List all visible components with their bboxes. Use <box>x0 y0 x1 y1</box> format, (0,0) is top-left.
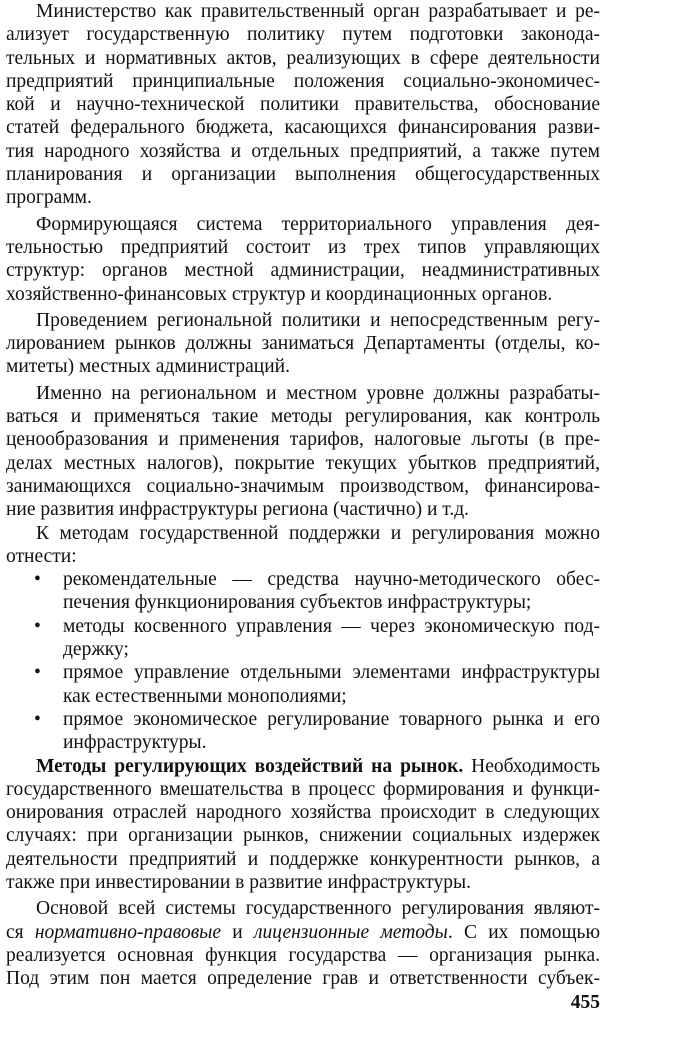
text-line: К методам государственной поддержки и регулирования можно <box>36 522 600 544</box>
text-line: Основой всей системы государственного регулирования являют- <box>36 898 600 920</box>
paragraph-ministry <box>6 0 600 210</box>
text-line: случаях: при организации рынков, снижении социальных издержек <box>6 825 600 847</box>
text-line: ценообразования и применения тарифов, налоговые льготы (в пре- <box>6 429 600 451</box>
paragraph-legal-methods <box>6 897 600 990</box>
text-line: ваться и применяться такие методы регулирования, как контроль <box>6 406 600 428</box>
text-line: занимающихся социально-значимым производством, финансирова- <box>6 475 600 497</box>
list-item-text: прямое управление отдельными элементами инфраструктуры <box>63 662 600 684</box>
text-line: статей федерального бюджета, касающихся финансирования разви- <box>6 117 600 139</box>
text-line: планирования и организации выполнения общегосударственных <box>6 164 600 186</box>
page-number: 455 <box>570 992 600 1013</box>
italic-term: лицензионные методы <box>253 921 448 943</box>
list-item-text: инфраструктуры. <box>63 732 207 754</box>
bullet-icon: • <box>34 662 41 684</box>
list-item <box>6 708 600 755</box>
methods-list <box>6 568 600 754</box>
text-line: ализует государственную политику путем подготовки законода- <box>6 24 600 46</box>
text-fragment: Необходимость <box>463 755 600 777</box>
paragraph-support-methods <box>6 522 600 569</box>
paragraph-departments <box>6 309 600 379</box>
text-line: деятельности предприятий и поддержке конкурентности рынков, а <box>6 848 600 870</box>
italic-term: нормативно-правовые <box>34 921 222 943</box>
paragraph-territorial-system <box>6 213 600 306</box>
list-item-text: печения функционирования субъектов инфраструктуры; <box>63 592 532 614</box>
text-line: ние развития инфраструктуры региона (частично) и т.д. <box>6 499 470 521</box>
list-item-text: рекомендательные — средства научно-методического обес- <box>63 569 600 591</box>
text-line: тия народного хозяйства и отдельных предприятий, а также путем <box>6 140 600 162</box>
text-line: делах местных налогов), покрытие текущих убытков предприятий, <box>6 452 600 474</box>
text-line: митеты) местных администраций. <box>6 356 290 378</box>
paragraph-market-regulation <box>6 755 600 895</box>
text-line: отнести: <box>6 545 77 567</box>
text-line: хозяйственно-финансовых структур и координационных органов. <box>6 283 553 305</box>
body-text <box>6 0 600 990</box>
section-heading: Методы регулирующих воздействий на рынок. <box>36 755 464 777</box>
text-line: Формирующаяся система территориального управления дея- <box>36 213 600 235</box>
text-line: государственного вмешательства в процесс формирования и функци- <box>6 778 600 800</box>
text-line: онирования отраслей народного хозяйства происходит в следующих <box>6 802 600 824</box>
text-fragment: . С их помощью <box>447 921 600 943</box>
text-fragment: ся <box>6 921 35 943</box>
list-item-text: как естественными монополиями; <box>63 685 347 707</box>
list-item <box>6 615 600 662</box>
text-line: кой и научно-технической политики правительства, обоснование <box>6 94 600 116</box>
text-line: предприятий принципиальные положения социально-экономичес- <box>6 70 600 92</box>
text-line: тельностью предприятий состоит из трех типов управляющих <box>6 236 600 258</box>
list-item-text: держку; <box>63 639 129 661</box>
paragraph-regional-methods <box>6 382 600 522</box>
list-item <box>6 661 600 708</box>
text-line: Под этим пон мается определение грав и ответственности субъек- <box>6 968 600 990</box>
text-line: структур: органов местной администрации, неадминистративных <box>6 260 600 282</box>
list-item-text: прямое экономическое регулирование товарного рынка и его <box>63 708 600 730</box>
text-line: Проведением региональной политики и непосредственным регу- <box>36 309 600 331</box>
bullet-icon: • <box>34 615 41 637</box>
text-line: Министерство как правительственный орган разрабатывает и ре- <box>36 1 600 22</box>
text-line: Именно на региональном и местном уровне должны разрабаты- <box>36 382 600 404</box>
list-item <box>6 568 600 615</box>
bullet-icon: • <box>34 708 41 730</box>
list-item-text: методы косвенного управления — через экономическую под- <box>63 615 600 637</box>
text-line: лированием рынков должны заниматься Департаменты (отделы, ко- <box>6 333 600 355</box>
text-line: реализуется основная функция государства — организация рынка. <box>6 944 600 966</box>
bullet-icon: • <box>34 569 41 591</box>
text-line: программ. <box>6 187 92 209</box>
text-line: тельных и нормативных актов, реализующих в сфере деятельности <box>6 47 600 69</box>
text-fragment: и <box>221 921 254 943</box>
text-line: также при инвестировании в развитие инфраструктуры. <box>6 871 471 893</box>
